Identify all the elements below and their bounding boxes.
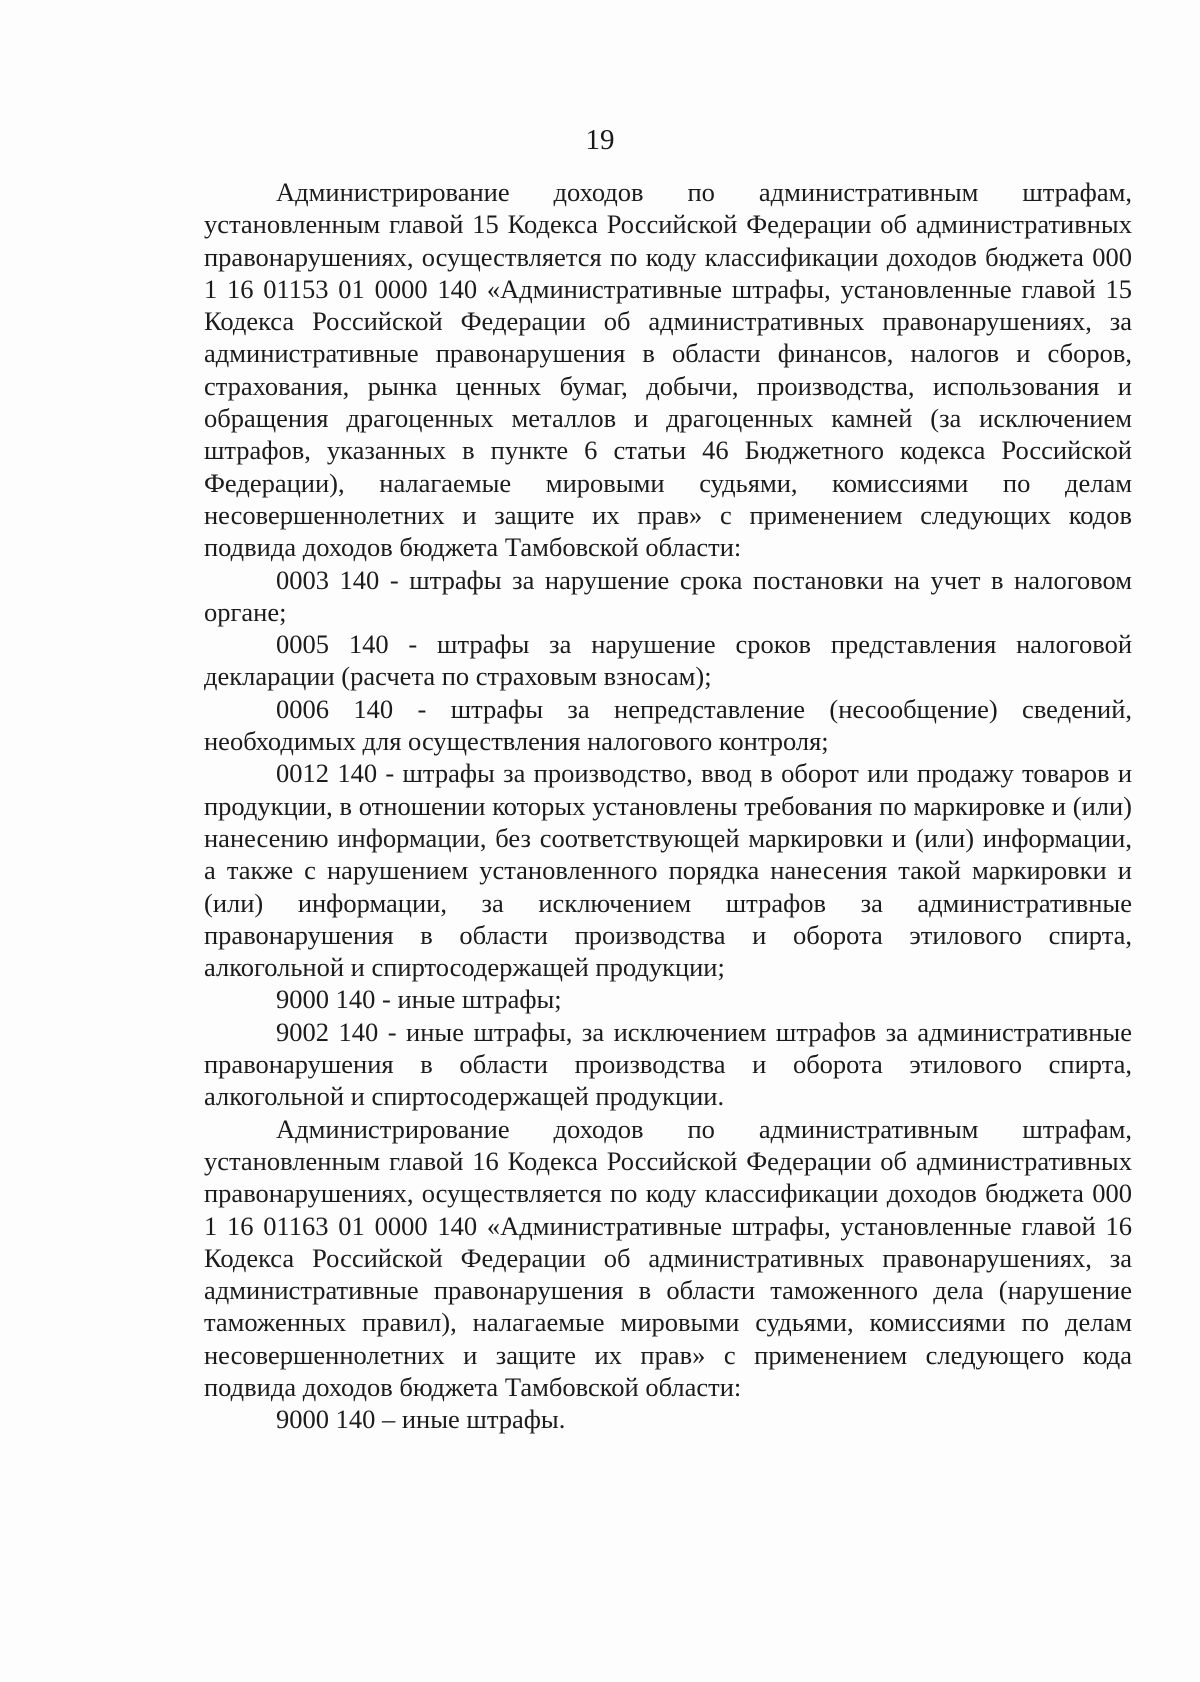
paragraph-code-0012: 0012 140 - штрафы за производство, ввод в оборот или продажу товаров и продукции, в отношении которых установлены требования по маркировке и (или) нанесению информации, без соответствующей маркировки и (или) информации, а также с нарушением установленного порядка нанесения такой маркировки и (или) информации, за исключением штрафов за административные правонарушения в области производства и оборота этилового спирта, алкогольной и спиртосодержащей продукции;	[204, 758, 1132, 983]
paragraph-code-0006: 0006 140 - штрафы за непредставление (несообщение) сведений, необходимых для осуществления налогового контроля;	[204, 693, 1132, 757]
paragraph-code-0003: 0003 140 - штрафы за нарушение срока постановки на учет в налоговом органе;	[204, 564, 1132, 627]
page-number: 19	[585, 124, 615, 156]
paragraph-code-9000-chapter-16: 9000 140 – иные штрафы.	[276, 1404, 566, 1435]
paragraph-code-0005: 0005 140 - штрафы за нарушение сроков представления налоговой декларации (расчета по страховым взносам);	[204, 629, 1132, 692]
paragraph-code-9002: 9002 140 - иные штрафы, за исключением штрафов за административные правонарушения в области производства и оборота этилового спирта, алкогольной и спиртосодержащей продукции.	[204, 1016, 1132, 1112]
document-body	[204, 176, 1132, 1436]
paragraph-code-9000: 9000 140 - иные штрафы;	[276, 984, 562, 1015]
paragraph-chapter-15-intro: Администрирование доходов по административным штрафам, установленным главой 15 Кодекса Российской Федерации об административных правонарушениях, осуществляется по коду классификации доходов бюджета 000 1 16 01153 01 0000 140 «Административные штрафы, установленные главой 15 Кодекса Российской Федерации об административных правонарушениях, за административные правонарушения в области финансов, налогов и сборов, страхования, рынка ценных бумаг, добычи, производства, использования и обращения драгоценных металлов и драгоценных камней (за исключением штрафов, указанных в пункте 6 статьи 46 Бюджетного кодекса Российской Федерации), налагаемые мировыми судьями, комиссиями по делам несовершеннолетних и защите их прав» с применением следующих кодов подвида доходов бюджета Тамбовской области:	[204, 177, 1132, 563]
paragraph-chapter-16-intro: Администрирование доходов по административным штрафам, установленным главой 16 Кодекса Российской Федерации об административных правонарушениях, осуществляется по коду классификации доходов бюджета 000 1 16 01163 01 0000 140 «Административные штрафы, установленные главой 16 Кодекса Российской Федерации об административных правонарушениях, за административные правонарушения в области таможенного дела (нарушение таможенных правил), налагаемые мировыми судьями, комиссиями по делам несовершеннолетних и защите их прав» с применением следующего кода подвида доходов бюджета Тамбовской области:	[204, 1113, 1132, 1402]
